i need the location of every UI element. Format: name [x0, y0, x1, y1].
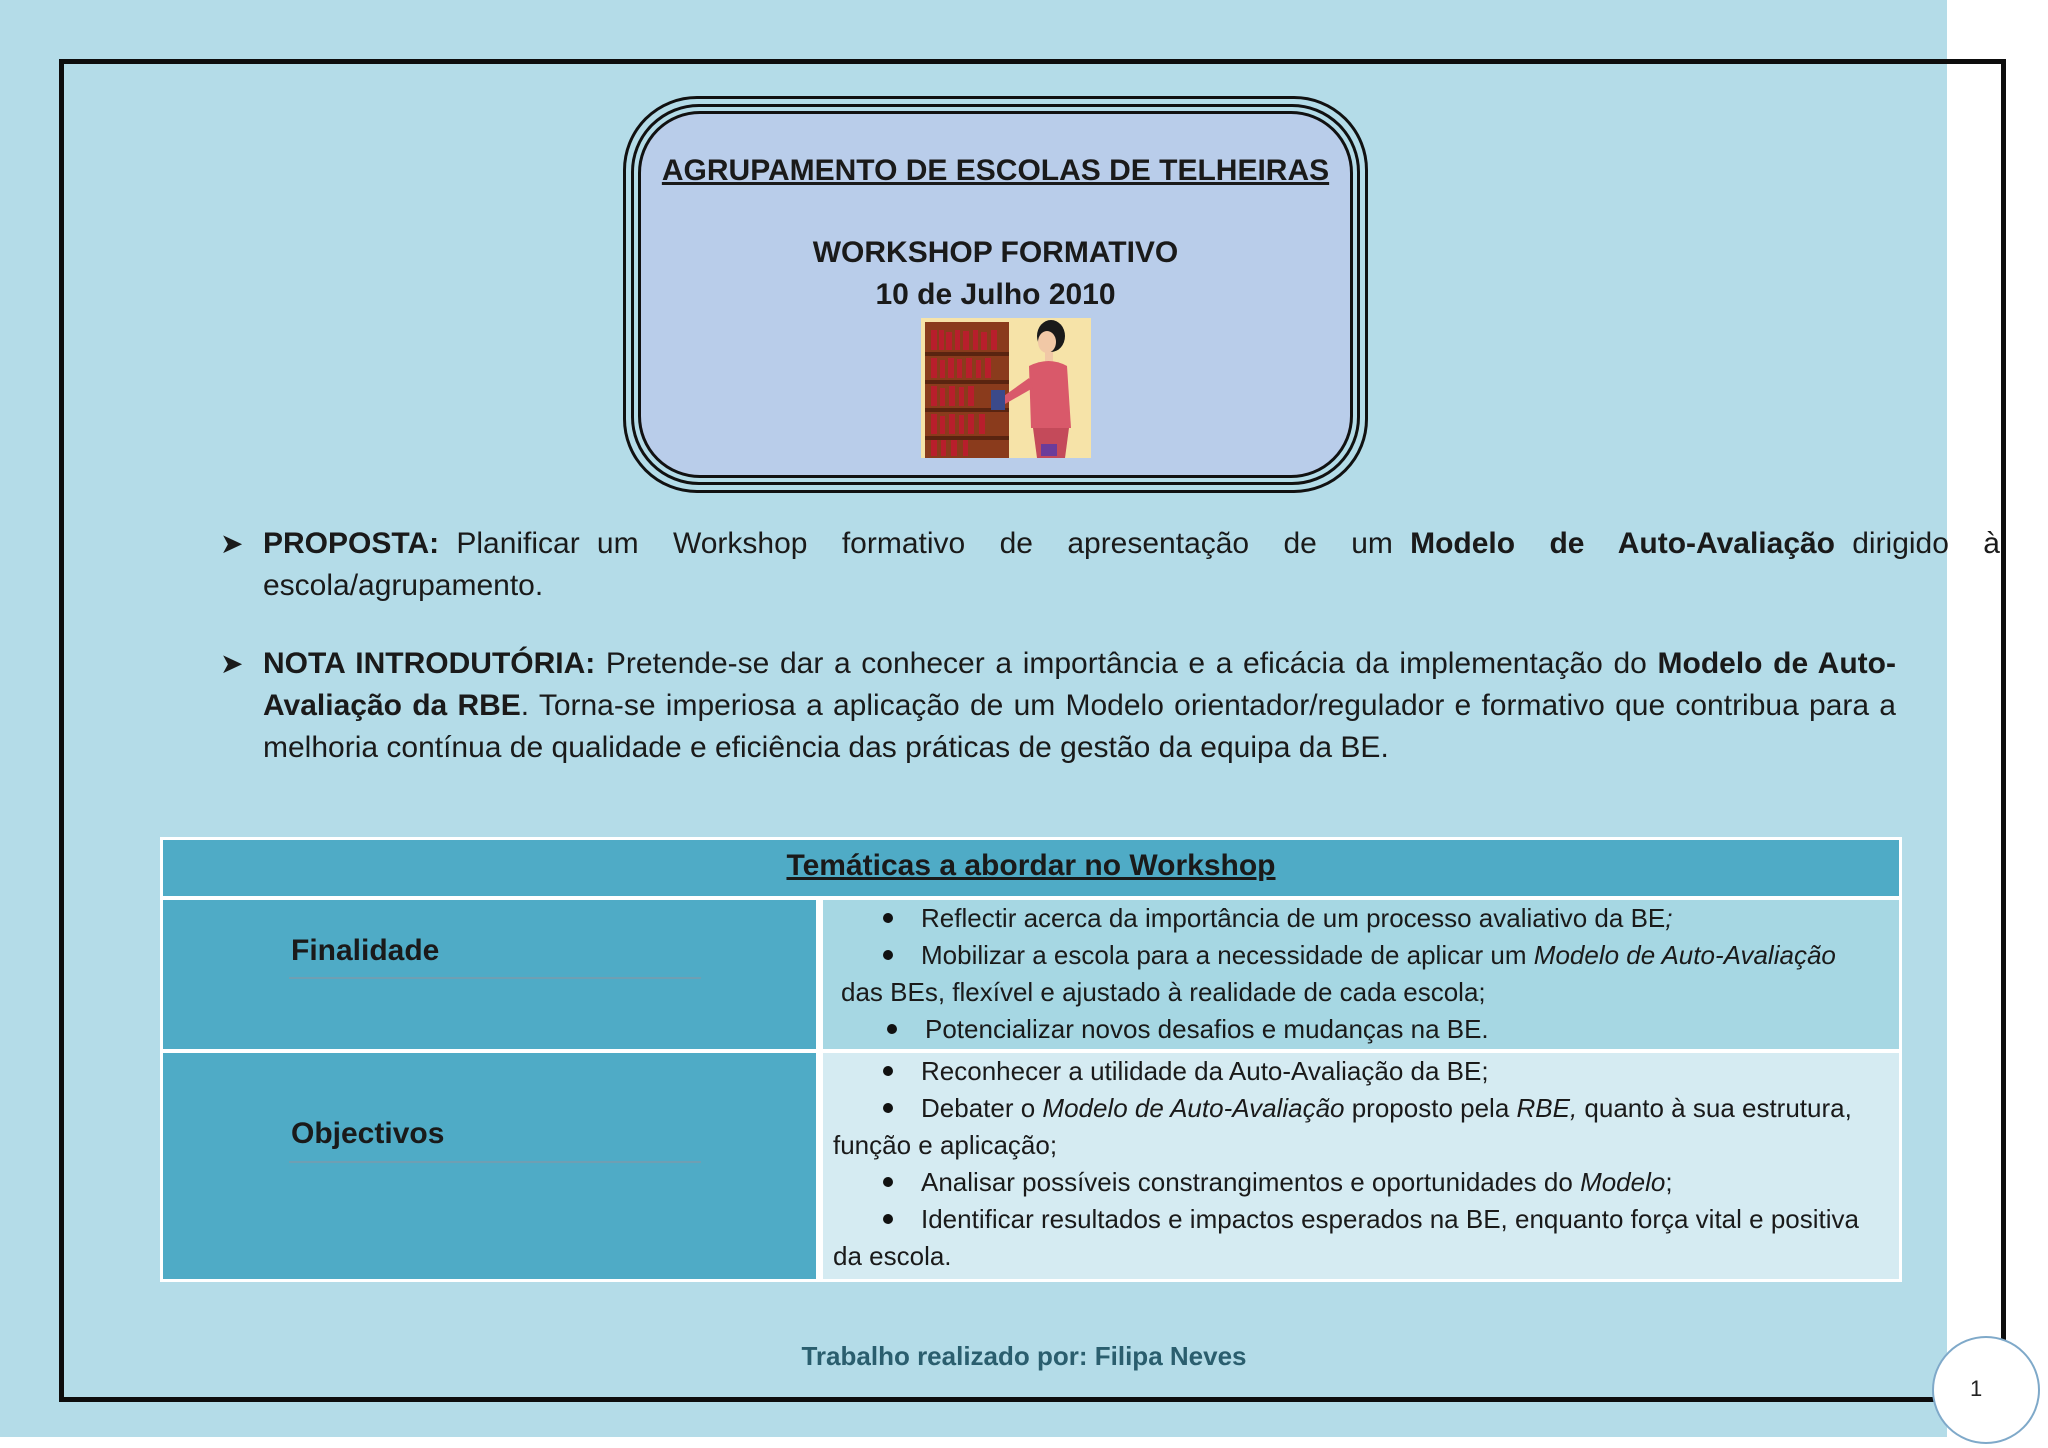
header-box-border — [631, 104, 1360, 485]
event-date: 10 de Julho 2010 — [875, 278, 1116, 311]
list-item — [823, 1053, 1899, 1090]
nota-text — [263, 643, 1896, 769]
list-item-text: Debater o — [921, 1093, 1043, 1123]
finalidade-label: Finalidade — [291, 934, 440, 967]
list-item — [823, 937, 1899, 974]
page-number: 1 — [1970, 1376, 1983, 1401]
nota-body-2: . Torna-se imperiosa a aplicação de um Modelo orientador/regulador e formativo que contribua para a melhoria contínua de qualidade e eficiência das práticas de gestão da equipa da BE. — [263, 689, 1896, 764]
proposta-text — [263, 523, 2009, 607]
objectivos-rule — [289, 1161, 701, 1163]
header-box-inner — [638, 111, 1353, 478]
list-item-emphasis: Modelo — [1580, 1167, 1666, 1197]
topics-table — [160, 837, 1902, 1282]
table-heading-row — [163, 840, 1899, 896]
bullet-dot-icon — [883, 1066, 893, 1076]
header-box — [623, 96, 1368, 493]
proposta-label: PROPOSTA: — [263, 527, 440, 560]
list-item — [823, 900, 1899, 937]
list-item-text: Reflectir acerca da importância de um processo avaliativo da BE — [921, 903, 1666, 933]
list-item-text: Identificar resultados e impactos esperados na BE, enquanto força vital e positiva — [921, 1204, 1859, 1234]
nota-label: NOTA INTRODUTÓRIA: — [263, 647, 596, 680]
librarian-illustration — [921, 318, 1091, 458]
table-heading: Temáticas a abordar no Workshop — [786, 849, 1276, 882]
objectivos-label: Objectivos — [291, 1117, 445, 1150]
objectivos-content-cell — [823, 1053, 1899, 1279]
proposta-model: Modelo de Auto-Avaliação — [1410, 527, 1836, 560]
list-item-text: proposto pela — [1344, 1093, 1517, 1123]
proposta-body-1: Planificar um Workshop formativo de apresentação de um — [456, 527, 1411, 560]
finalidade-content-cell — [823, 900, 1899, 1049]
proposta-body-2: dirigido à escola/agrupamento. — [263, 527, 2009, 602]
list-item — [823, 1011, 1899, 1048]
list-item-continuation: das BEs, flexível e ajustado à realidade de cada escola; — [841, 977, 1486, 1007]
objectivos-label-cell — [163, 1053, 816, 1279]
bullet-dot-icon — [883, 913, 893, 923]
list-item-emphasis: RBE, — [1516, 1093, 1578, 1123]
nota-bullet — [220, 643, 1896, 769]
nota-body-1: Pretende-se dar a conhecer a importância e a eficácia da implementação do — [595, 647, 1658, 680]
finalidade-rule — [289, 977, 701, 979]
bullet-dot-icon — [883, 1214, 893, 1224]
list-item-continuation: função e aplicação; — [833, 1130, 1058, 1160]
list-item-text: Mobilizar a escola para a necessidade de aplicar um — [921, 940, 1534, 970]
bullet-dot-icon — [887, 1024, 897, 1034]
list-item-text: Potencializar novos desafios e mudanças na BE. — [925, 1014, 1489, 1044]
list-item-emphasis: Modelo de Auto-Avaliação — [1533, 940, 1836, 970]
nota-model: Modelo de Auto-Avaliação da RBE — [263, 647, 1896, 722]
bullet-dot-icon — [883, 1177, 893, 1187]
list-item — [823, 1164, 1899, 1201]
list-item-text: quanto à sua estrutura, — [1577, 1093, 1852, 1123]
author-footer: Trabalho realizado por: Filipa Neves — [801, 1341, 1247, 1371]
list-item-continuation: da escola. — [833, 1241, 952, 1271]
list-item — [823, 1090, 1899, 1127]
bullet-dot-icon — [883, 950, 893, 960]
list-item-text: Reconhecer a utilidade da Auto-Avaliação da BE; — [921, 1056, 1489, 1086]
school-name: AGRUPAMENTO DE ESCOLAS DE TELHEIRAS — [661, 154, 1330, 187]
list-item-text: Analisar possíveis constrangimentos e oportunidades do — [921, 1167, 1581, 1197]
list-item-text: ; — [1665, 1167, 1673, 1197]
proposta-bullet — [220, 523, 2009, 607]
arrowhead-bullet-icon: ➤ — [220, 648, 244, 679]
list-item — [823, 1201, 1899, 1238]
page-number-badge — [1932, 1336, 2040, 1444]
list-item-emphasis: Modelo de Auto-Avaliação — [1042, 1093, 1345, 1123]
list-item-text: ; — [1665, 903, 1673, 933]
finalidade-label-cell — [163, 900, 816, 1049]
arrowhead-bullet-icon: ➤ — [220, 528, 244, 559]
bullet-dot-icon — [883, 1103, 893, 1113]
event-title: WORKSHOP FORMATIVO — [812, 236, 1179, 269]
